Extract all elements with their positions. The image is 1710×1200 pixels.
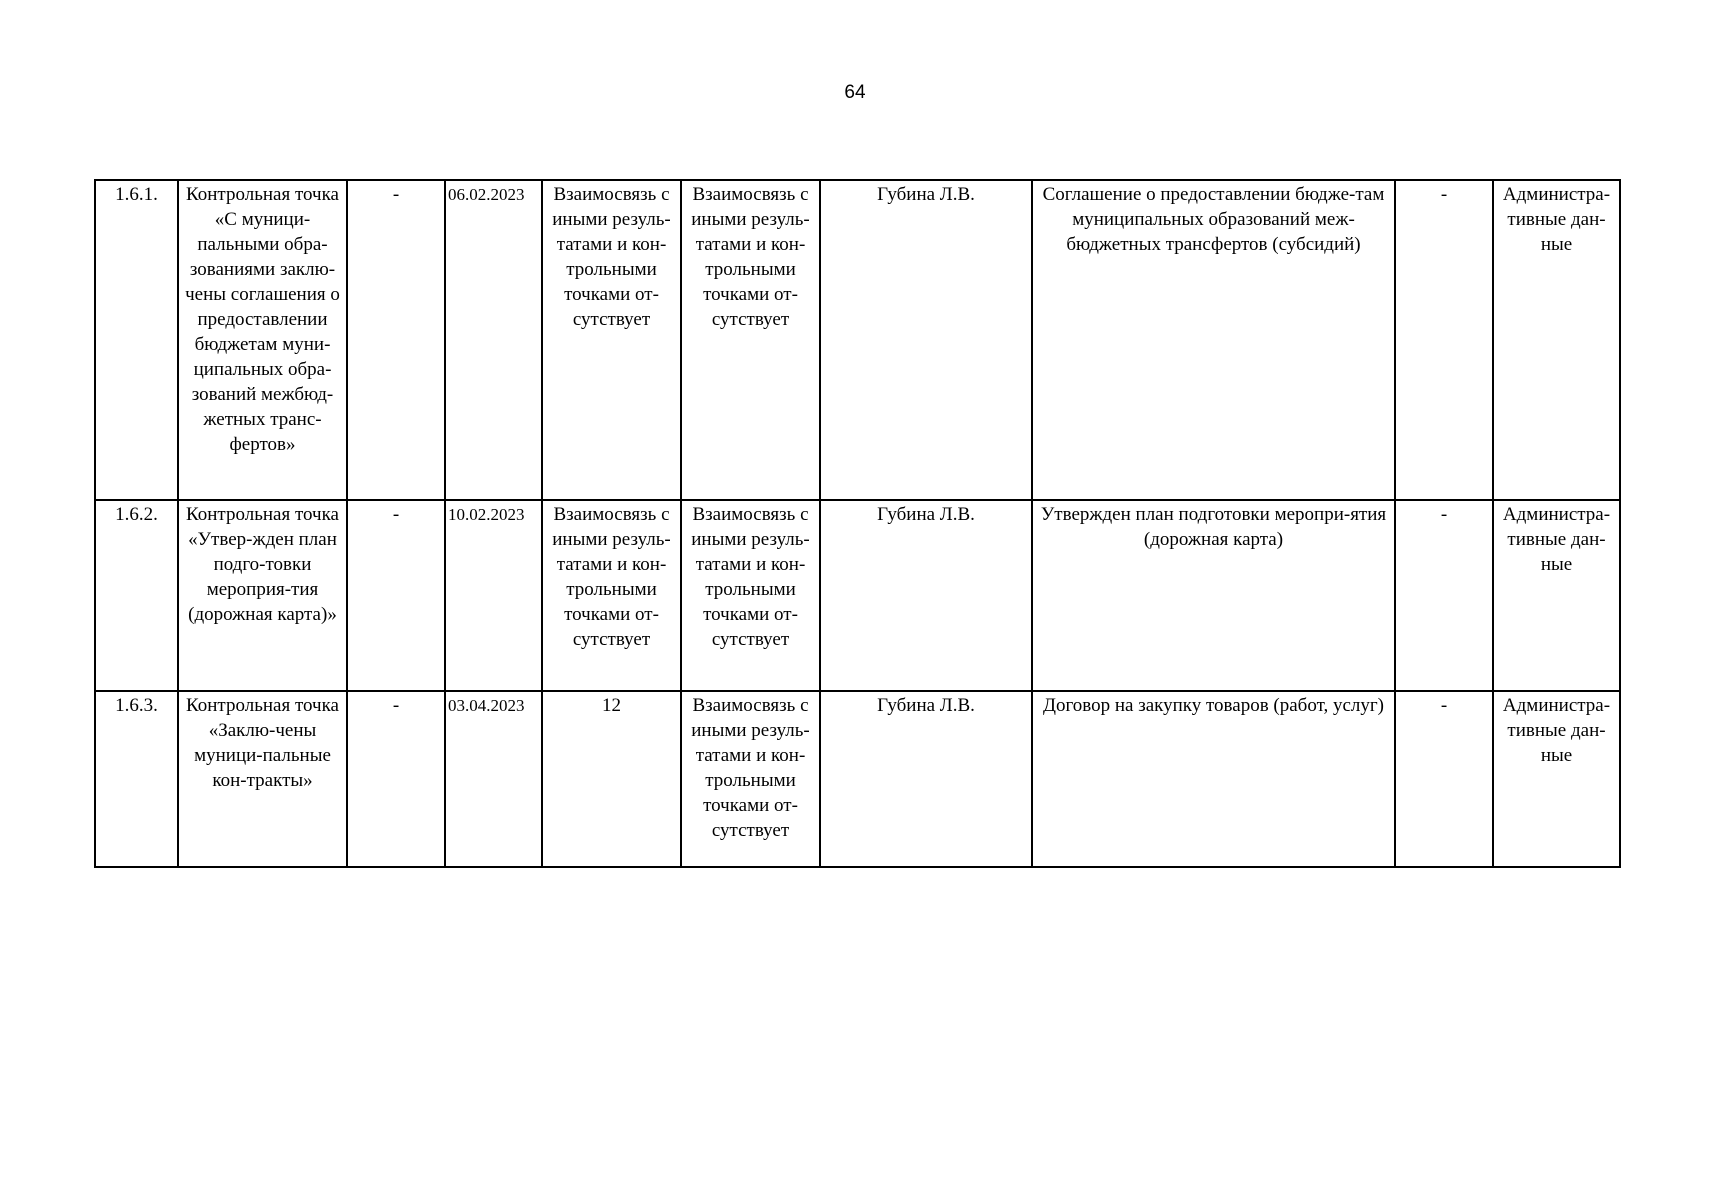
data-source: Администра-тивные дан-ные [1493,500,1620,691]
successor-link: Взаимосвязь с иными резуль-татами и кон-трольными точками от-сутствует [681,691,820,867]
responsible-person: Губина Л.В. [820,500,1032,691]
predecessor-link: 12 [542,691,681,867]
control-point-name: Контрольная точка «Утвер-жден план подго-товки мероприя-тия (дорожная карта)» [178,500,347,691]
row-number: 1.6.1. [95,180,178,500]
control-point-name: Контрольная точка «Заклю-чены муници-пальные кон-тракты» [178,691,347,867]
data-source: Администра-тивные дан-ные [1493,180,1620,500]
extra-value: - [1395,180,1493,500]
base-value: - [347,180,445,500]
confirming-document: Договор на закупку товаров (работ, услуг) [1032,691,1395,867]
confirming-document: Утвержден план подготовки меропри-ятия (дорожная карта) [1032,500,1395,691]
responsible-person: Губина Л.В. [820,691,1032,867]
due-date: 10.02.2023 [445,500,542,691]
row-number: 1.6.2. [95,500,178,691]
table-row [95,500,1620,691]
extra-value: - [1395,500,1493,691]
successor-link: Взаимосвязь с иными резуль-татами и кон-трольными точками от-сутствует [681,500,820,691]
predecessor-link: Взаимосвязь с иными резуль-татами и кон-трольными точками от-сутствует [542,180,681,500]
control-point-name: Контрольная точка «С муници-пальными обра-зованиями заклю-чены соглашения о предоставлении бюджетам муни-ципальных обра-зований межбюд-жетных транс-фертов» [178,180,347,500]
table-row [95,691,1620,867]
base-value: - [347,500,445,691]
base-value: - [347,691,445,867]
extra-value: - [1395,691,1493,867]
predecessor-link: Взаимосвязь с иными резуль-татами и кон-трольными точками от-сутствует [542,500,681,691]
data-source: Администра-тивные дан-ные [1493,691,1620,867]
due-date: 06.02.2023 [445,180,542,500]
confirming-document: Соглашение о предоставлении бюдже-там муниципальных образований меж-бюджетных трансфертов (субсидий) [1032,180,1395,500]
row-number: 1.6.3. [95,691,178,867]
table-row [95,180,1620,500]
page-number: 64 [844,82,866,103]
successor-link: Взаимосвязь с иными резуль-татами и кон-трольными точками от-сутствует [681,180,820,500]
due-date: 03.04.2023 [445,691,542,867]
control-points-table [94,179,1621,868]
responsible-person: Губина Л.В. [820,180,1032,500]
